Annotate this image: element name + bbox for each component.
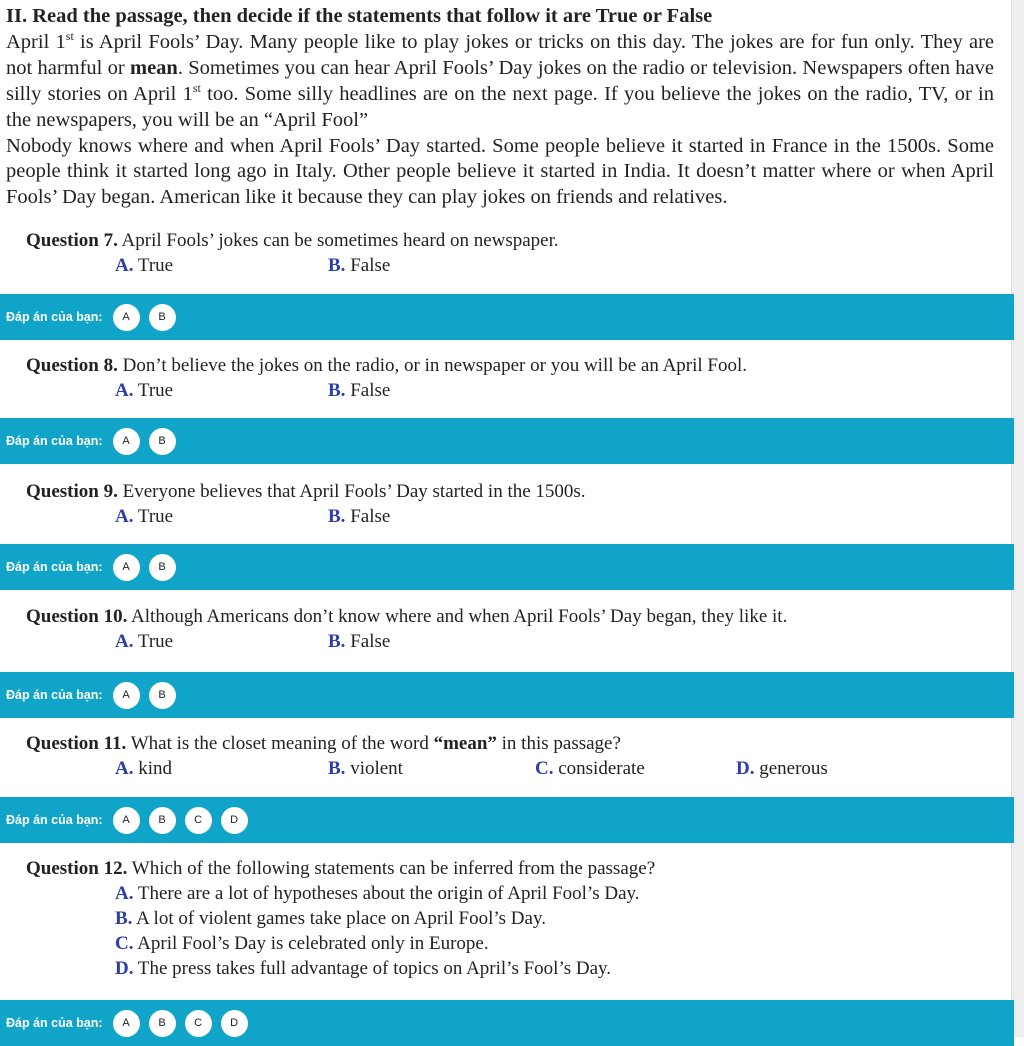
option-a: A. True xyxy=(115,255,174,276)
answer-label: Đáp án của bạn: xyxy=(6,310,103,324)
answer-choice-a[interactable]: A xyxy=(113,428,140,455)
option-b: B. violent xyxy=(328,758,403,779)
question-text: Which of the following statements can be inferred from the passage? xyxy=(127,858,656,879)
question-text: What is the closet meaning of the word “mean” in this passage? xyxy=(126,733,621,754)
option-b: B. False xyxy=(328,506,391,527)
answer-bar-q12 xyxy=(0,1000,1014,1046)
option-d: D. The press takes full advantage of topics on April’s Fool’s Day. xyxy=(115,958,612,979)
option-b: B. False xyxy=(328,631,391,652)
answer-choice-a[interactable]: A xyxy=(113,554,140,581)
answer-label: Đáp án của bạn: xyxy=(6,560,103,574)
question-label: Question 10. xyxy=(26,606,128,627)
answer-label: Đáp án của bạn: xyxy=(6,1016,103,1030)
answer-choice-d[interactable]: D xyxy=(221,1010,248,1037)
question-text: Everyone believes that April Fools’ Day started in the 1500s. xyxy=(117,481,586,502)
question-label: Question 11. xyxy=(26,733,127,754)
answer-choice-b[interactable]: B xyxy=(149,682,176,709)
answer-bar-q7 xyxy=(0,294,1014,340)
answer-choice-b[interactable]: B xyxy=(149,304,176,331)
option-a: A. True xyxy=(115,506,174,527)
passage-paragraph-1: April 1st is April Fools’ Day. Many people like to play jokes or tricks on this day. The jokes are for fun only. They are not harmful or mean. Sometimes you can hear April Fools’ Day jokes on the radio or television. Newspapers often have silly stories on April 1st too. Some silly headlines are on the next page. If you believe the jokes on the radio, TV, or in the newspapers, you will be an “April Fool” xyxy=(6,29,994,131)
scrollbar[interactable] xyxy=(1011,0,1024,1037)
question-label: Question 12. xyxy=(26,858,128,879)
question-10 xyxy=(26,604,986,654)
passage-paragraph-2: Nobody knows where and when April Fools’ Day started. Some people believe it started in France in the 1500s. Some people think it started long ago in Italy. Other people believe it started in India. It doesn’t matter where or when April Fools’ Day began. American like it because they can play jokes on friends and relatives. xyxy=(6,134,994,209)
answer-choice-a[interactable]: A xyxy=(113,304,140,331)
answer-choice-c[interactable]: C xyxy=(185,1010,212,1037)
question-label: Question 9. xyxy=(26,481,118,502)
option-b: B. False xyxy=(328,255,391,276)
option-a: A. True xyxy=(115,380,174,401)
option-b: B. A lot of violent games take place on April Fool’s Day. xyxy=(115,908,546,929)
question-text: Don’t believe the jokes on the radio, or in newspaper or you will be an April Fool. xyxy=(117,355,748,376)
question-7 xyxy=(26,228,986,278)
answer-bar-q10 xyxy=(0,672,1014,718)
option-a: A. There are a lot of hypotheses about the origin of April Fool’s Day. xyxy=(115,883,640,904)
answer-choice-d[interactable]: D xyxy=(221,807,248,834)
answer-choice-a[interactable]: A xyxy=(113,807,140,834)
option-c: C. April Fool’s Day is celebrated only in Europe. xyxy=(115,933,489,954)
question-text: Although Americans don’t know where and when April Fools’ Day began, they like it. xyxy=(127,606,788,627)
option-a: A. kind xyxy=(115,758,173,779)
question-9 xyxy=(26,479,986,529)
option-a: A. True xyxy=(115,631,174,652)
answer-choice-b[interactable]: B xyxy=(149,554,176,581)
answer-label: Đáp án của bạn: xyxy=(6,688,103,702)
reading-passage xyxy=(6,4,994,211)
question-11 xyxy=(26,731,986,781)
answer-choice-a[interactable]: A xyxy=(113,1010,140,1037)
answer-choice-b[interactable]: B xyxy=(149,1010,176,1037)
option-c: C. considerate xyxy=(535,758,645,779)
answer-bar-q8 xyxy=(0,418,1014,464)
question-12 xyxy=(26,856,986,981)
answer-choice-c[interactable]: C xyxy=(185,807,212,834)
answer-label: Đáp án của bạn: xyxy=(6,813,103,827)
option-b: B. False xyxy=(328,380,391,401)
answer-choice-b[interactable]: B xyxy=(149,807,176,834)
question-8 xyxy=(26,353,986,403)
question-text: April Fools’ jokes can be sometimes heard on newspaper. xyxy=(117,230,559,251)
option-d: D. generous xyxy=(736,758,828,779)
answer-label: Đáp án của bạn: xyxy=(6,434,103,448)
section-title: II. Read the passage, then decide if the statements that follow it are True or False xyxy=(6,5,713,27)
question-label: Question 8. xyxy=(26,355,118,376)
answer-bar-q11 xyxy=(0,797,1014,843)
answer-choice-a[interactable]: A xyxy=(113,682,140,709)
answer-choice-b[interactable]: B xyxy=(149,428,176,455)
answer-bar-q9 xyxy=(0,544,1014,590)
question-label: Question 7. xyxy=(26,230,118,251)
